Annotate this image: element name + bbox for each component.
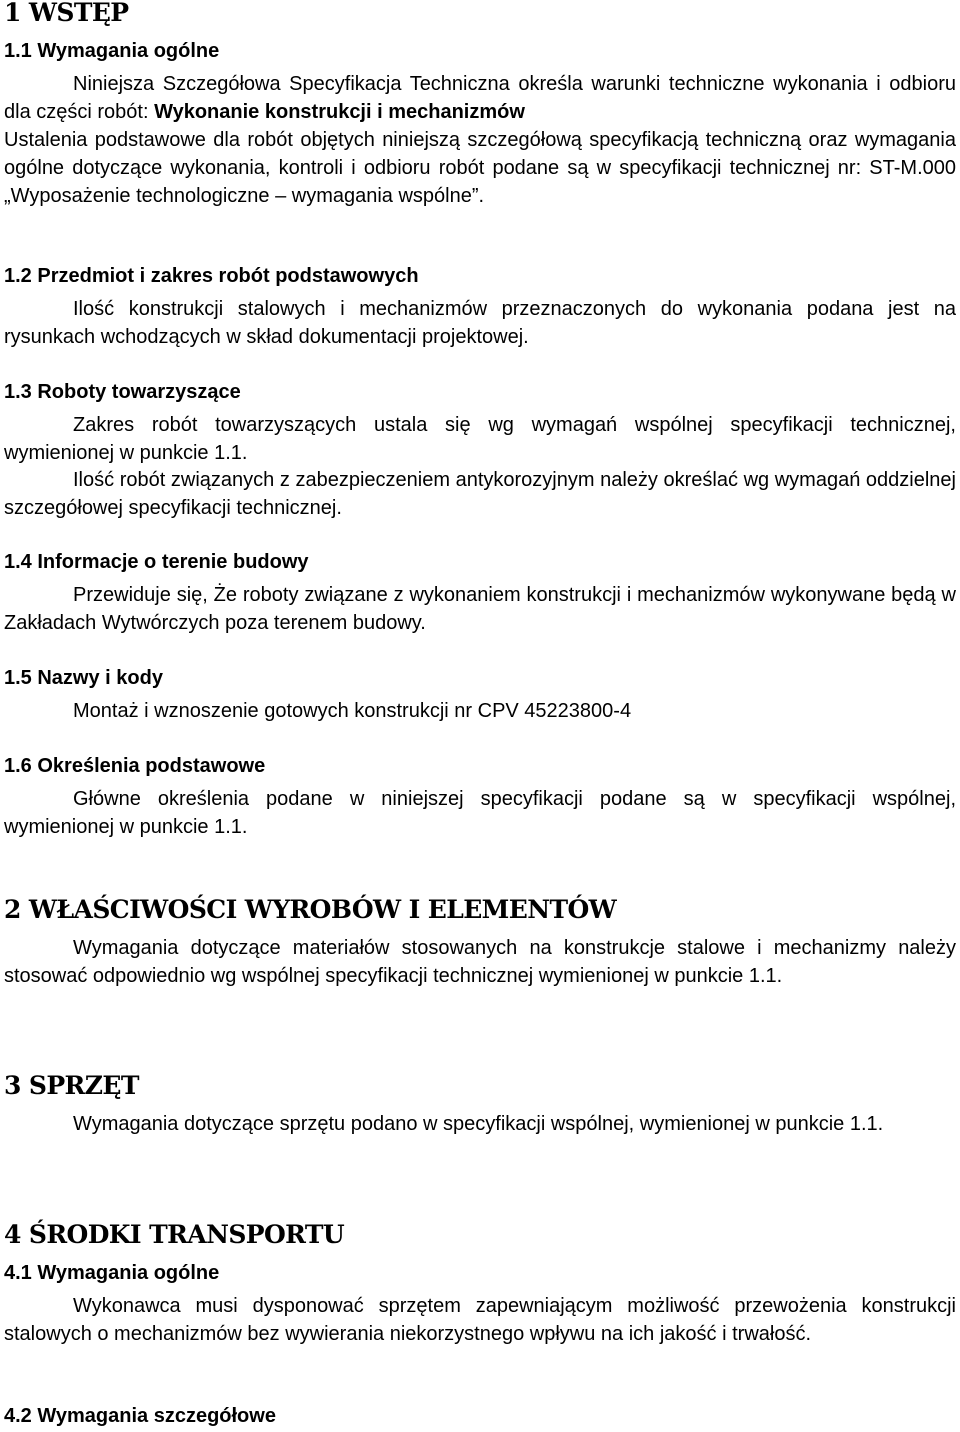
- section-1-2-heading: 1.2 Przedmiot i zakres robót podstawowych: [4, 265, 419, 287]
- section-1-1-heading: 1.1 Wymagania ogólne: [4, 40, 220, 62]
- section-1-6-heading: 1.6 Określenia podstawowe: [4, 755, 266, 777]
- section-1-1-paragraph-2: Ustalenia podstawowe dla robót objętych niniejszą szczegółową specyfikacją techniczną oraz wymagania ogólne dotyczące wykonania, kontroli i odbioru robót podane są w specyfikacji technicznej nr: ST-M.000 „Wyposażenie technologiczne – wymagania wspólne”.: [4, 129, 956, 207]
- section-1-1-paragraph-1: [4, 70, 956, 126]
- section-1-3-heading: 1.3 Roboty towarzyszące: [4, 381, 241, 403]
- section-1-3-paragraph-1: Zakres robót towarzyszących ustala się wg wymagań wspólnej specyfikacji technicznej, wymienionej w punkcie 1.1.: [4, 414, 956, 464]
- section-4-2-heading: 4.2 Wymagania szczegółowe: [4, 1405, 276, 1427]
- section-1-2-paragraph: Ilość konstrukcji stalowych i mechanizmów przeznaczonych do wykonania podana jest na rysunkach wchodzących w skład dokumentacji projektowej.: [4, 298, 956, 348]
- section-1-3-paragraph-2: Ilość robót związanych z zabezpieczeniem antykorozyjnym należy określać wg wymagań oddzielnej szczegółowej specyfikacji technicznej.: [4, 469, 956, 519]
- chapter-4-heading: 4 ŚRODKI TRANSPORTU: [4, 1220, 345, 1249]
- chapter-3-paragraph: Wymagania dotyczące sprzętu podano w specyfikacji wspólnej, wymienionej w punkcie 1.1.: [73, 1113, 884, 1135]
- section-1-6-paragraph: Główne określenia podane w niniejszej specyfikacji podane są w specyfikacji wspólnej, wymienionej w punkcie 1.1.: [4, 788, 956, 838]
- section-4-1-paragraph: Wykonawca musi dysponować sprzętem zapewniającym możliwość przewożenia konstrukcji stalowych o mechanizmów bez wywierania niekorzystnego wpływu na ich jakość i trwałość.: [4, 1295, 956, 1345]
- work-scope-title: Wykonanie konstrukcji i mechanizmów: [154, 101, 525, 123]
- section-1-5-paragraph: Montaż i wznoszenie gotowych konstrukcji nr CPV 45223800-4: [73, 700, 632, 722]
- section-4-1-heading: 4.1 Wymagania ogólne: [4, 1262, 220, 1284]
- chapter-3-heading: 3 SPRZĘT: [4, 1071, 139, 1100]
- section-1-4-paragraph: Przewiduje się, Że roboty związane z wykonaniem konstrukcji i mechanizmów wykonywane będą w Zakładach Wytwórczych poza terenem budowy.: [4, 584, 956, 634]
- section-1-4-heading: 1.4 Informacje o terenie budowy: [4, 551, 309, 573]
- chapter-2-heading: 2 WŁAŚCIWOŚCI WYROBÓW I ELEMENTÓW: [4, 895, 617, 924]
- section-1-5-heading: 1.5 Nazwy i kody: [4, 667, 163, 689]
- chapter-2-paragraph: Wymagania dotyczące materiałów stosowanych na konstrukcje stalowe i mechanizmy należy stosować odpowiednio wg wspólnej specyfikacji technicznej wymienionej w punkcie 1.1.: [4, 937, 956, 987]
- paragraph-text: Niniejsza Szczegółowa Specyfikacja Techniczna określa warunki techniczne wykonania i odbioru dla części robót:: [4, 73, 956, 123]
- chapter-1-heading: 1 WSTĘP: [4, 0, 129, 27]
